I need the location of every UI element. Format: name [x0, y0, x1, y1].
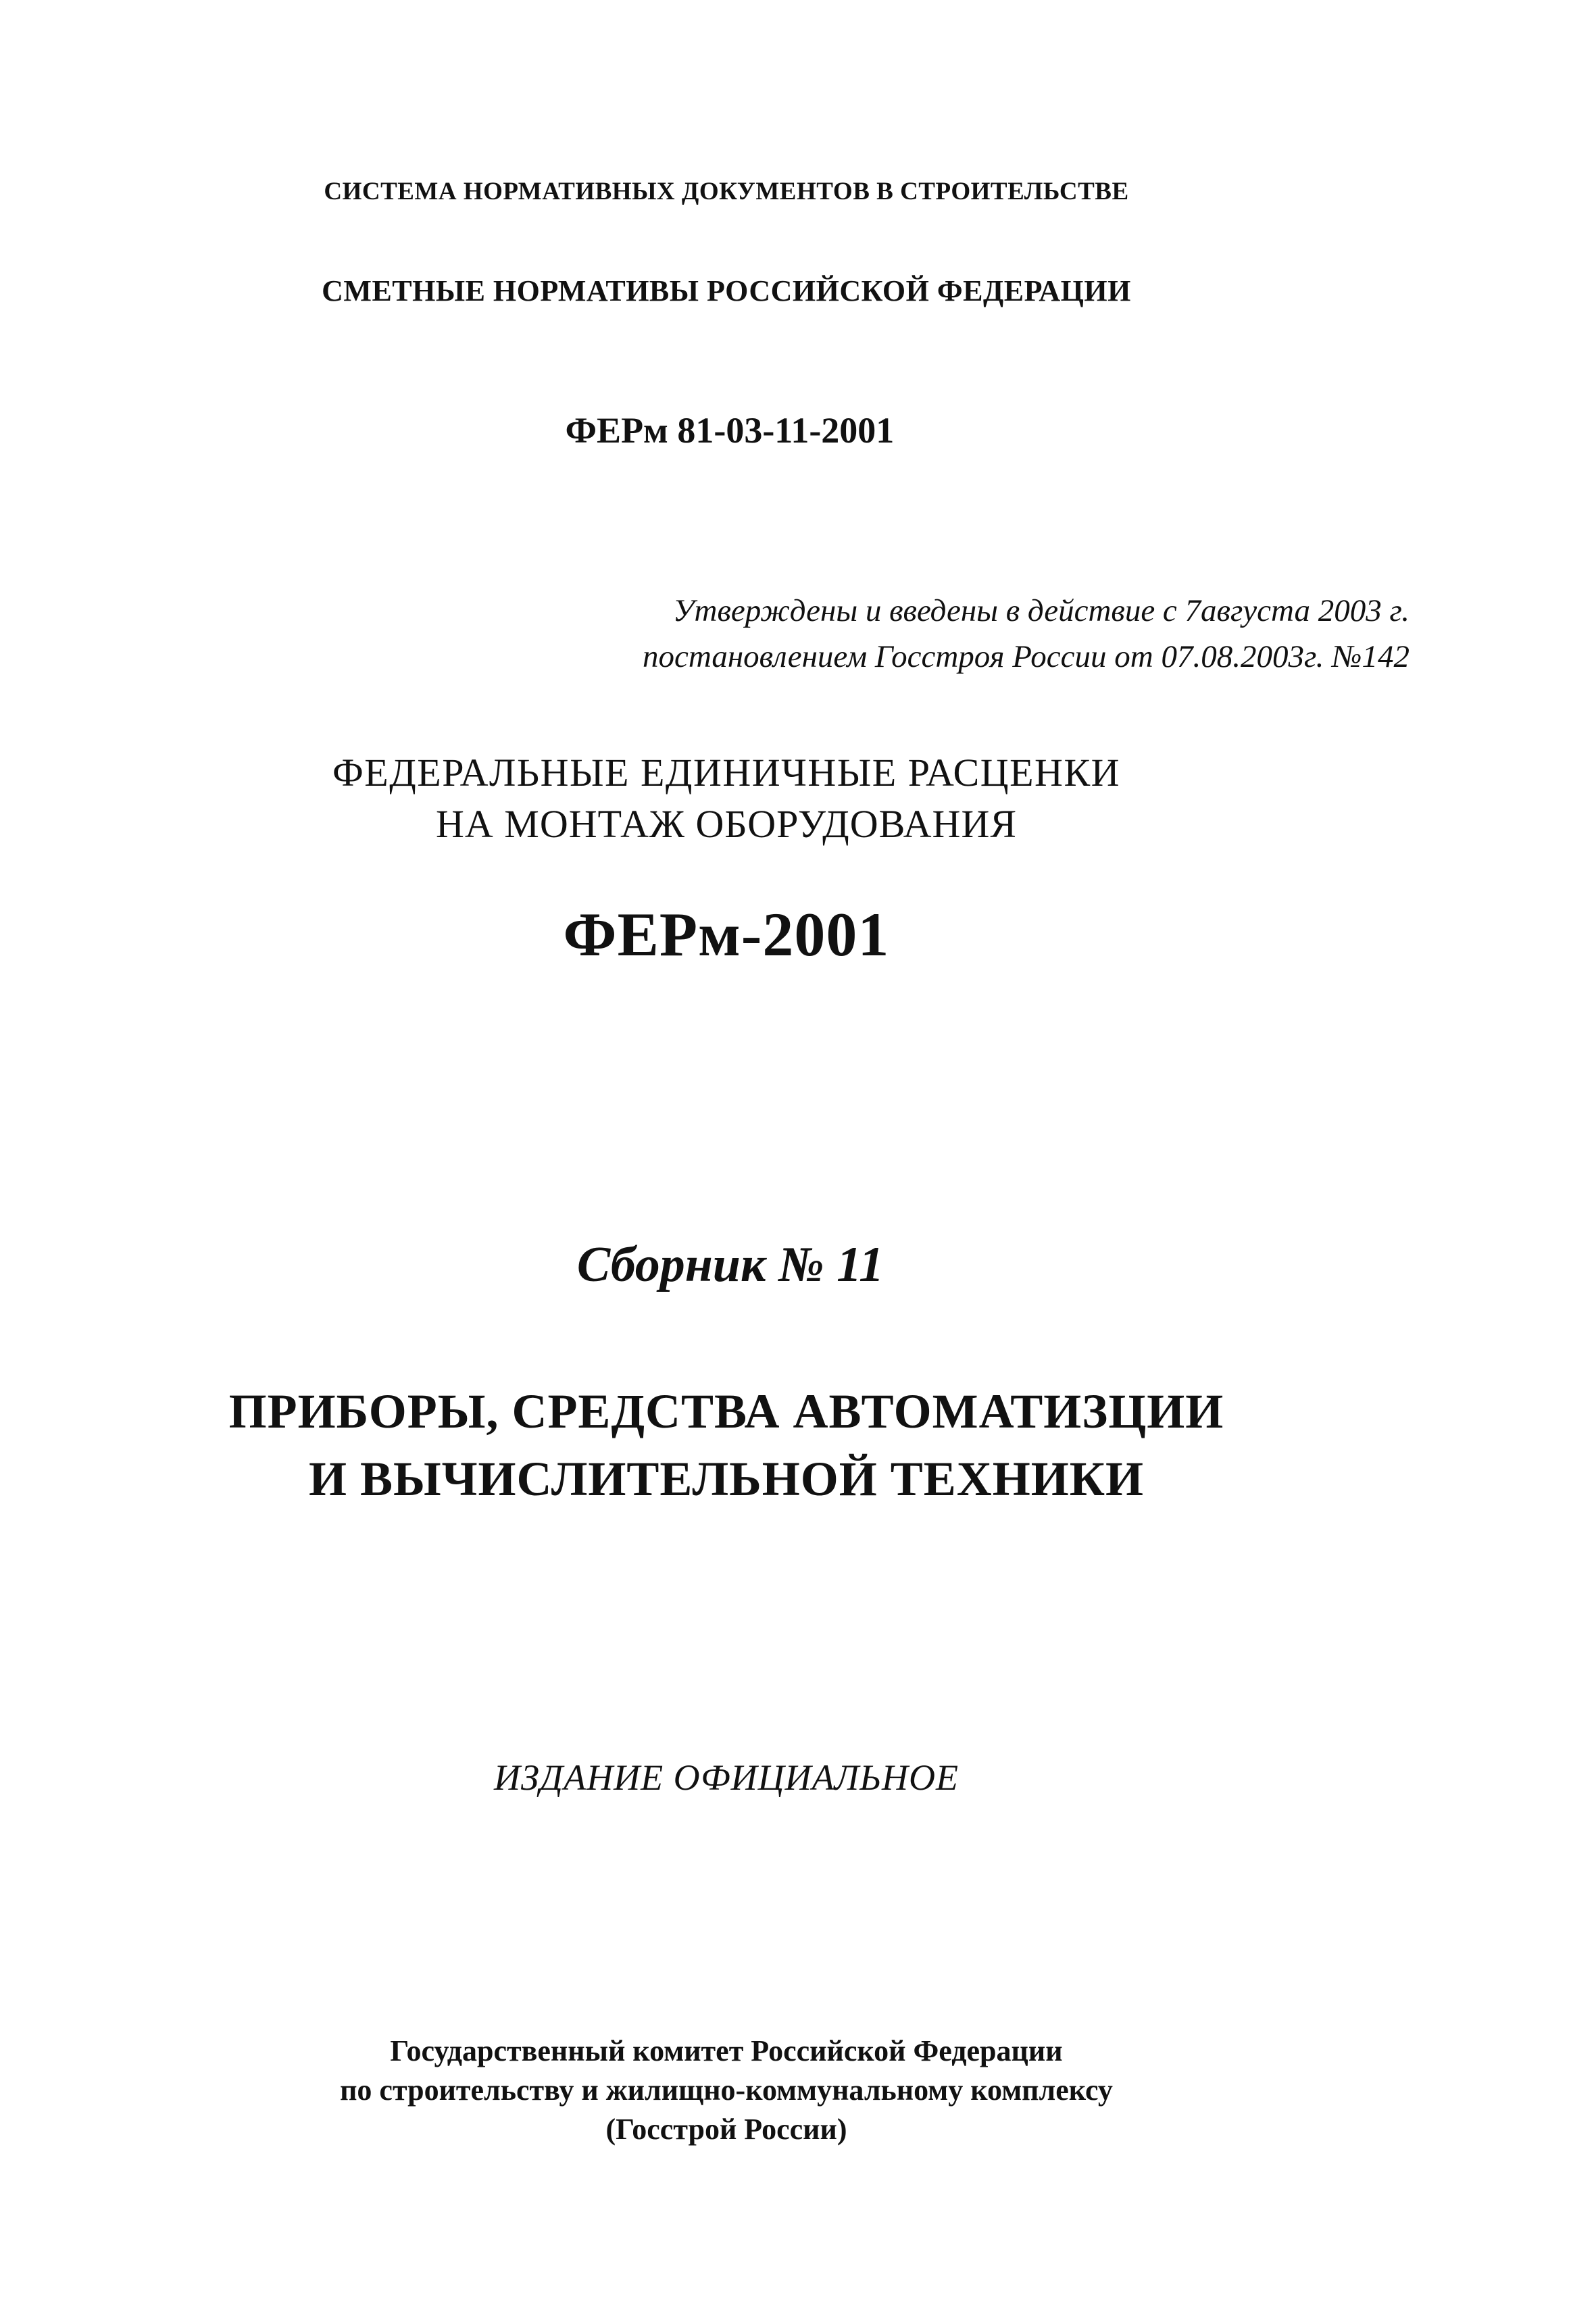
- approval-line-2: постановлением Госстроя России от 07.08.2003г. №142: [642, 639, 1410, 674]
- collection-title-line-1: ПРИБОРЫ, СРЕДСТВА АВТОМАТИЗЦИИ: [228, 1384, 1224, 1438]
- collection-title-line-2: И ВЫЧИСЛИТЕЛЬНОЙ ТЕХНИКИ: [308, 1452, 1145, 1506]
- ferm-title: ФЕРм-2001: [563, 900, 890, 969]
- approval-line-1: Утверждены и введены в действие с 7августа 2003 г.: [672, 593, 1410, 628]
- publisher-line-3: (Госстрой России): [605, 2113, 847, 2146]
- approval-note: [643, 588, 1410, 680]
- fer-title-line-1: ФЕДЕРАЛЬНЫЕ ЕДИНИЧНЫЕ РАСЦЕНКИ: [332, 751, 1121, 795]
- publisher-line-1: Государственный комитет Российской Федерации: [390, 2034, 1063, 2067]
- norms-heading: СМЕТНЫЕ НОРМАТИВЫ РОССИЙСКОЙ ФЕДЕРАЦИИ: [322, 274, 1131, 307]
- publisher-line-2: по строительству и жилищно-коммунальному комплексу: [340, 2073, 1113, 2107]
- document-code: ФЕРм 81-03-11-2001: [565, 410, 895, 451]
- fer-title-line-2: НА МОНТАЖ ОБОРУДОВАНИЯ: [435, 802, 1018, 846]
- collection-number: Сборник № 11: [576, 1237, 884, 1292]
- edition-label: ИЗДАНИЕ ОФИЦИАЛЬНОЕ: [494, 1757, 959, 1798]
- system-heading: СИСТЕМА НОРМАТИВНЫХ ДОКУМЕНТОВ В СТРОИТЕЛЬСТВЕ: [324, 178, 1129, 205]
